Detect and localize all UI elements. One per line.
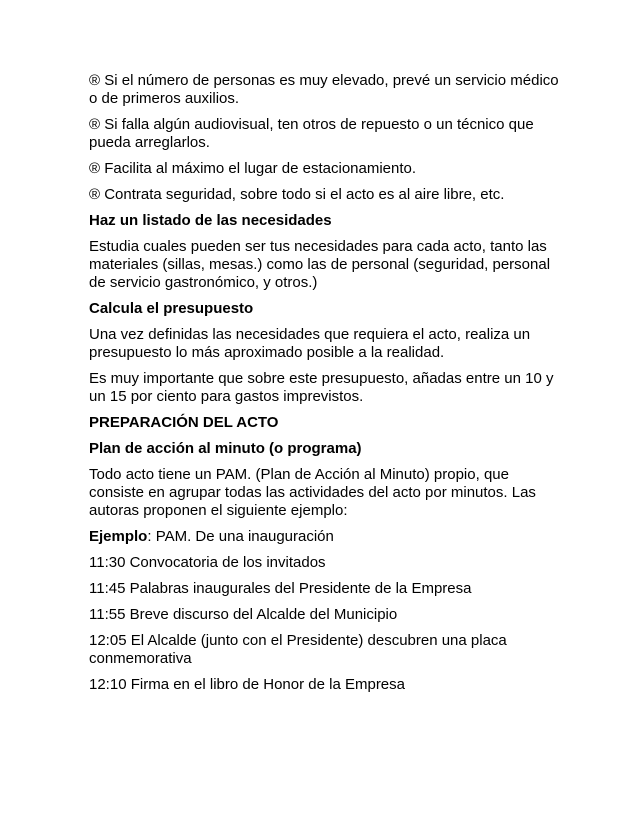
document-page <box>89 72 559 702</box>
heading-preparacion: PREPARACIÓN DEL ACTO <box>89 414 279 431</box>
example-text: : PAM. De una inauguración <box>147 528 334 545</box>
schedule-item: 11:45 Palabras inaugurales del Presidente de la Empresa <box>89 580 472 597</box>
heading-plan: Plan de acción al minuto (o programa) <box>89 440 362 457</box>
example-line <box>89 528 559 546</box>
bullet-parking: ® Facilita al máximo el lugar de estacionamiento. <box>89 160 417 177</box>
bullet-security: ® Contrata seguridad, sobre todo si el acto es al aire libre, etc. <box>89 186 505 203</box>
bullet-medical: ® Si el número de personas es muy elevado, prevé un servicio médico o de primeros auxilios. <box>89 72 559 107</box>
heading-presupuesto: Calcula el presupuesto <box>89 300 254 317</box>
example-label: Ejemplo <box>89 528 148 545</box>
bullet-audiovisual: ® Si falla algún audiovisual, ten otros de repuesto o un técnico que pueda arreglarlos. <box>89 116 534 151</box>
schedule-item: 12:05 El Alcalde (junto con el Presidente) descubren una placa conmemorativa <box>89 632 507 667</box>
paragraph-presupuesto-2: Es muy importante que sobre este presupuesto, añadas entre un 10 y un 15 por ciento para gastos imprevistos. <box>89 370 554 405</box>
schedule-item: 12:10 Firma en el libro de Honor de la Empresa <box>89 676 405 693</box>
schedule-item: 11:30 Convocatoria de los invitados <box>89 554 326 571</box>
paragraph-presupuesto-1: Una vez definidas las necesidades que requiera el acto, realiza un presupuesto lo más aproximado posible a la realidad. <box>89 326 531 361</box>
schedule-item: 11:55 Breve discurso del Alcalde del Municipio <box>89 606 398 623</box>
paragraph-plan: Todo acto tiene un PAM. (Plan de Acción al Minuto) propio, que consiste en agrupar todas las actividades del acto por minutos. Las autoras proponen el siguiente ejemplo: <box>89 466 536 519</box>
paragraph-necesidades: Estudia cuales pueden ser tus necesidades para cada acto, tanto las materiales (sillas, mesas.) como las de personal (seguridad, personal de servicio gastronómico, y otros.) <box>89 238 551 291</box>
heading-necesidades: Haz un listado de las necesidades <box>89 212 332 229</box>
